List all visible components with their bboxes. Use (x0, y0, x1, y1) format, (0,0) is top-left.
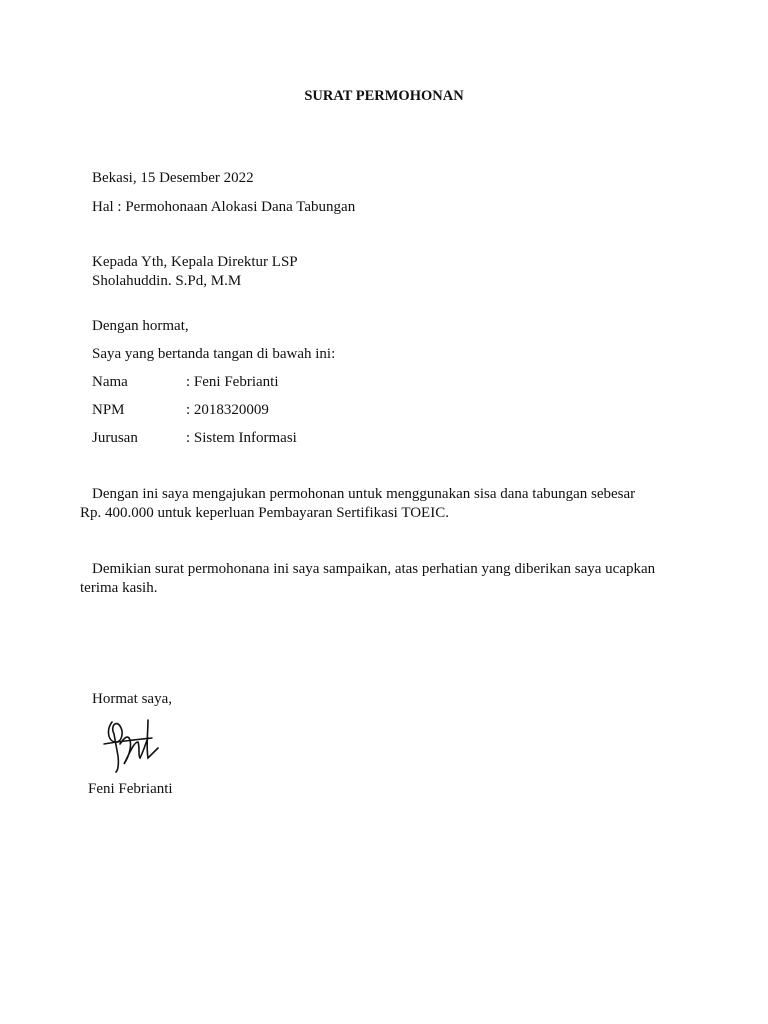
signoff: Hormat saya, (92, 691, 172, 707)
field-label: NPM (92, 402, 125, 418)
field-row-nama (92, 372, 492, 392)
body-line-2: Rp. 400.000 untuk keperluan Pembayaran Sertifikasi TOEIC. (80, 505, 449, 521)
field-label: Jurusan (92, 430, 138, 446)
field-value: : Sistem Informasi (186, 430, 297, 446)
field-value: : 2018320009 (186, 402, 269, 418)
recipient-line-2: Sholahuddin. S.Pd, M.M (92, 273, 242, 289)
recipient-line-1: Kepada Yth, Kepala Direktur LSP (92, 254, 298, 270)
body-line-1: Dengan ini saya mengajukan permohonan untuk menggunakan sisa dana tabungan sebesar (92, 486, 636, 502)
place-date: Bekasi, 15 Desember 2022 (92, 170, 254, 186)
field-row-npm (92, 400, 492, 420)
greeting: Dengan hormat, (92, 318, 189, 334)
letter-title: SURAT PERMOHONAN (304, 88, 464, 104)
field-value: : Feni Febrianti (186, 374, 279, 390)
closing-line-1: Demikian surat permohonana ini saya sampaikan, atas perhatian yang diberikan saya ucapkan (92, 561, 656, 577)
intro-text: Saya yang bertanda tangan di bawah ini: (92, 346, 336, 362)
closing-line-2: terima kasih. (80, 580, 158, 596)
subject-line: Hal : Permohonaan Alokasi Dana Tabungan (92, 199, 356, 215)
field-row-jurusan (92, 428, 492, 448)
signer-name: Feni Febrianti (88, 781, 173, 797)
field-label: Nama (92, 374, 128, 390)
signature-image (102, 712, 162, 774)
